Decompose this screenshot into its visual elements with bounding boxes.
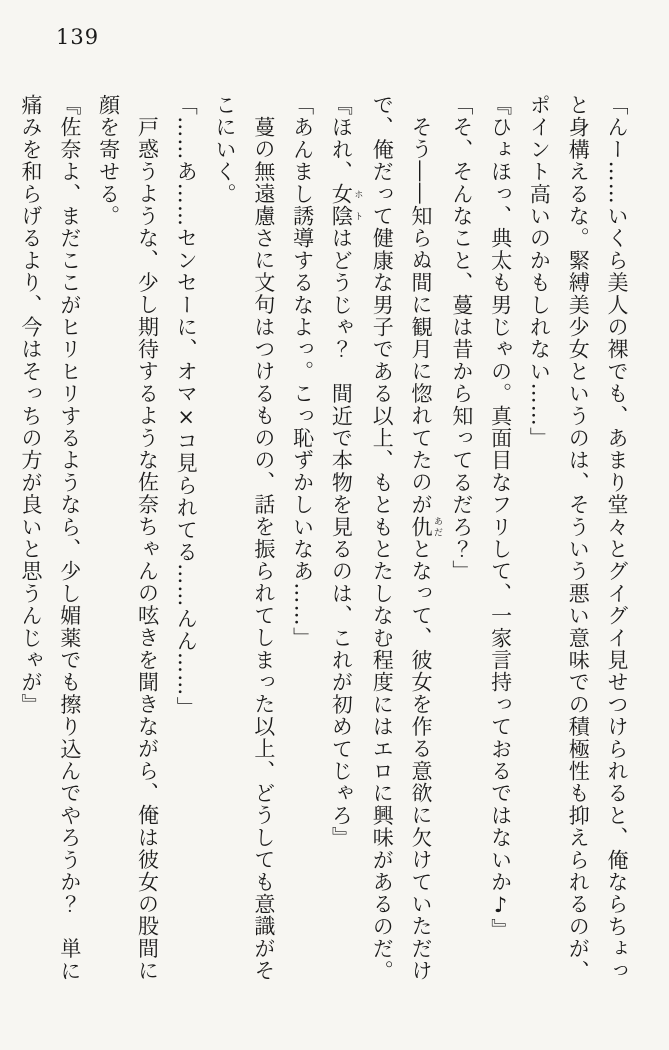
ruby-annotated-word: 仇 あだ: [409, 515, 443, 538]
ruby-annotated-word: 女陰 ホト: [329, 182, 363, 228]
text-columns: [12, 94, 636, 1012]
text-line-6: そう――知らぬ間に観月に惚れてたのが仇 あだとなって、彼女を作る意欲に欠けていただけ: [409, 116, 443, 982]
text-line-11: こにいく。: [213, 94, 238, 205]
text-line-3: ポイント高いのかもしれない……」: [527, 94, 552, 450]
text-line-12: 「……あ……センセーに、オマ×コ見られてる……んん……」: [174, 94, 199, 719]
text-line-1: 「んー……いくら美人の裸でも、あまり堂々とグイグイ見せつけられると、俺ならちょっ: [605, 94, 629, 982]
text-line-2: と身構えるな。緊縛美少女というのは、そういう悪い意味での積極性も抑えられるのが、: [566, 94, 591, 982]
page-number: 139: [56, 25, 100, 49]
text-line-5: 「そ、そんなこと、蔓は昔から知ってるだろ？」: [449, 94, 474, 583]
text-line-15: 『佐奈よ、まだここがヒリヒリするようなら、少し媚薬でも擦り込んでやろうか？ 単に: [57, 94, 82, 983]
text-line-4: 『ひょほっ、典太も男じゃの。真面目なフリして、一家言持っておるではないか♪』: [488, 94, 513, 941]
text-line-8: 『ほれ、女陰 ホトはどうじゃ？ 間近で本物を見るのは、これが初めてじゃろ』: [329, 94, 363, 849]
text-line-16: 痛みを和らげるより、今はそっちの方が良いと思うんじゃが』: [19, 94, 44, 716]
text-line-13: 戸惑うような、少し期待するような佐奈ちゃんの呟きを聞きながら、俺は彼女の股間に: [135, 116, 160, 982]
text-line-9: 「あんまし誘導するなよっ。こっ恥ずかしいなあ……」: [290, 94, 315, 649]
text-line-10: 蔓の無遠慮さに文句はつけるものの、話を振られてしまった以上、どうしても意識がそ: [251, 116, 276, 982]
text-line-7: で、俺だって健康な男子である以上、もともとたしなむ程度にはエロに興味があるのだ。: [370, 94, 395, 982]
text-line-14: 顔を寄せる。: [96, 94, 121, 228]
